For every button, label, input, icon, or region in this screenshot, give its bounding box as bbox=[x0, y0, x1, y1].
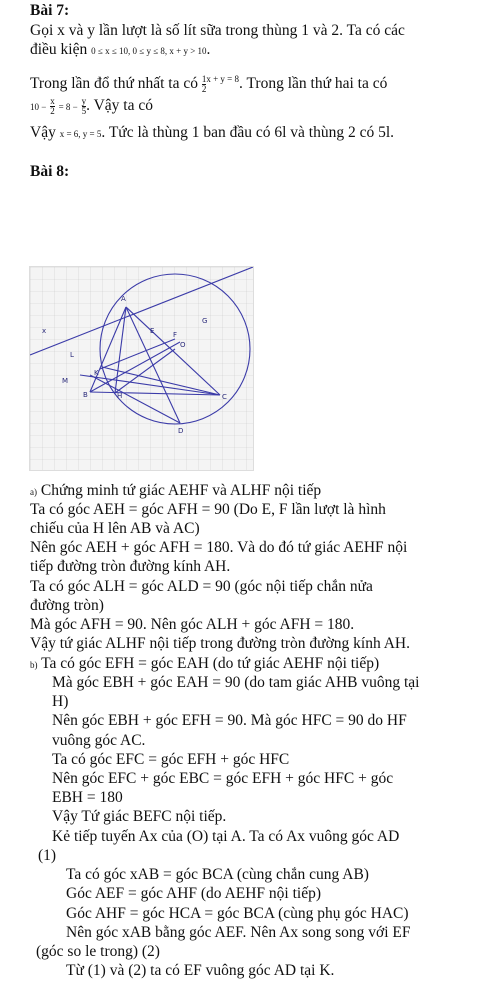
label-b: B bbox=[83, 391, 88, 399]
bai7-line3-fraction: $\frac{1}{2}$ bbox=[201, 73, 207, 94]
bai8-line-6: đường tròn) bbox=[30, 597, 104, 614]
bai8-line-1: Ta có góc AEH = góc AFH = 90 (Do E, F lần lượt là hình bbox=[30, 501, 386, 518]
bai8-line-4: tiếp đường tròn đường kính AH. bbox=[30, 558, 231, 575]
bai8-line-23: Nên góc xAB bằng góc AEF. Nên Ax song song với EF bbox=[66, 924, 411, 941]
label-a: A bbox=[121, 295, 126, 303]
bai8-line-0: a) Chứng minh tứ giác AEHF và ALHF nội tiếp bbox=[30, 482, 322, 499]
label-d: D bbox=[178, 427, 184, 435]
bai8-line-17: Vậy Tứ giác BEFC nội tiếp. bbox=[52, 808, 227, 825]
label-g: G bbox=[202, 317, 208, 325]
bai7-line4-fraction1: $\frac{x}{2}$ bbox=[50, 96, 55, 116]
bai7-line3-start: Trong lần đổ thứ nhất ta có bbox=[30, 75, 198, 92]
bai8-line-7: Mà góc AFH = 90. Nên góc ALH + góc AFH = 180. bbox=[30, 616, 355, 633]
bai7-line2-label: điều kiện bbox=[30, 41, 88, 58]
bai7-line1: Gọi x và y lần lượt là số lít sữa trong thùng 1 và 2. Ta có các bbox=[30, 22, 405, 39]
bai7-line5-end: . Tức là thùng 1 ban đầu có 6l và thùng 2 có 5l. bbox=[101, 124, 395, 141]
bai8-line-20: Ta có góc xAB = góc BCA (cùng chắn cung AB) bbox=[66, 866, 369, 883]
part-b-prefix: b) bbox=[30, 660, 38, 670]
bai8-line-5: Ta có góc ALH = góc ALD = 90 (góc nội tiếp chắn nửa bbox=[30, 578, 373, 595]
bai8-line-9: b) Ta có góc EFH = góc EAH (do tứ giác AEHF nội tiếp) bbox=[30, 655, 380, 672]
bai8-line-18: Kẻ tiếp tuyến Ax của (O) tại A. Ta có Ax vuông góc AD bbox=[52, 828, 400, 845]
label-f: F bbox=[173, 331, 178, 339]
bai8-line-19: (1) bbox=[38, 847, 57, 864]
label-o: O bbox=[180, 341, 186, 349]
bai8-line-22: Góc AHF = góc HCA = góc BCA (cùng phụ góc HAC) bbox=[66, 905, 409, 922]
label-e-top: E bbox=[150, 327, 155, 335]
bai7-line3 bbox=[30, 70, 387, 94]
bai7-line4-math-b: = 8 − bbox=[58, 102, 78, 113]
part-a-prefix: a) bbox=[30, 487, 37, 497]
bai8-line-8: Vậy tứ giác ALHF nội tiếp trong đường tròn đường kính AH. bbox=[30, 635, 410, 652]
bai7-line2 bbox=[30, 41, 210, 60]
geometry-figure bbox=[29, 266, 254, 471]
bai8-line-24: (góc so le trong) (2) bbox=[36, 943, 160, 960]
label-k: K bbox=[94, 369, 99, 377]
bai8-line-3: Nên góc AEH + góc AFH = 180. Và do đó tứ giác AEHF nội bbox=[30, 539, 408, 556]
bai7-line5 bbox=[30, 124, 394, 143]
bai7-line3-end: . Trong lần thứ hai ta có bbox=[239, 75, 388, 92]
label-x: x bbox=[42, 327, 47, 335]
bai7-conditions-math: 0 ≤ x ≤ 10, 0 ≤ y ≤ 8, x + y > 10 bbox=[91, 46, 207, 56]
label-h: H bbox=[117, 392, 123, 400]
bai8-line-11: H) bbox=[52, 693, 69, 710]
bai8-line-13: vuông góc AC. bbox=[52, 732, 146, 749]
bai7-line4-end: . Vậy ta có bbox=[86, 97, 153, 115]
bai7-line5-start: Vậy bbox=[30, 124, 56, 141]
label-c: C bbox=[222, 393, 227, 401]
bai8-line-2: chiếu của H lên AB và AC) bbox=[30, 520, 200, 537]
bai8-line-14: Ta có góc EFC = góc EFH + góc HFC bbox=[52, 751, 290, 768]
bai7-line3-math: x + y = 8 bbox=[206, 74, 240, 84]
bai8-title: Bài 8: bbox=[30, 163, 70, 180]
label-l: L bbox=[70, 351, 74, 359]
bai8-line-25: Từ (1) và (2) ta có EF vuông góc AD tại K. bbox=[66, 962, 335, 979]
bai7-line2-end: . bbox=[206, 41, 211, 58]
label-m: M bbox=[62, 377, 69, 385]
bai8-line-15: Nên góc EFC + góc EBC = góc EFH + góc HFC + góc bbox=[52, 770, 394, 787]
bai8-line-16: EBH = 180 bbox=[52, 789, 123, 806]
bai8-line-10: Mà góc EBH + góc EAH = 90 (do tam giác AHB vuông tại bbox=[52, 674, 420, 691]
bai7-line4 bbox=[30, 97, 153, 116]
bai7-line4-math-a: 10 − bbox=[30, 102, 47, 113]
bai8-line-21: Góc AEF = góc AHF (do AEHF nội tiếp) bbox=[66, 885, 322, 902]
bai7-title: Bài 7: bbox=[30, 2, 70, 19]
bai8-line-12: Nên góc EBH + góc EFH = 90. Mà góc HFC = 90 do HF bbox=[52, 712, 407, 729]
bai7-line4-fraction2: $\frac{y}{5}$ bbox=[81, 96, 87, 116]
geometry-figure-drawing bbox=[30, 267, 253, 470]
bai7-line5-math: x = 6, y = 5 bbox=[59, 129, 102, 139]
